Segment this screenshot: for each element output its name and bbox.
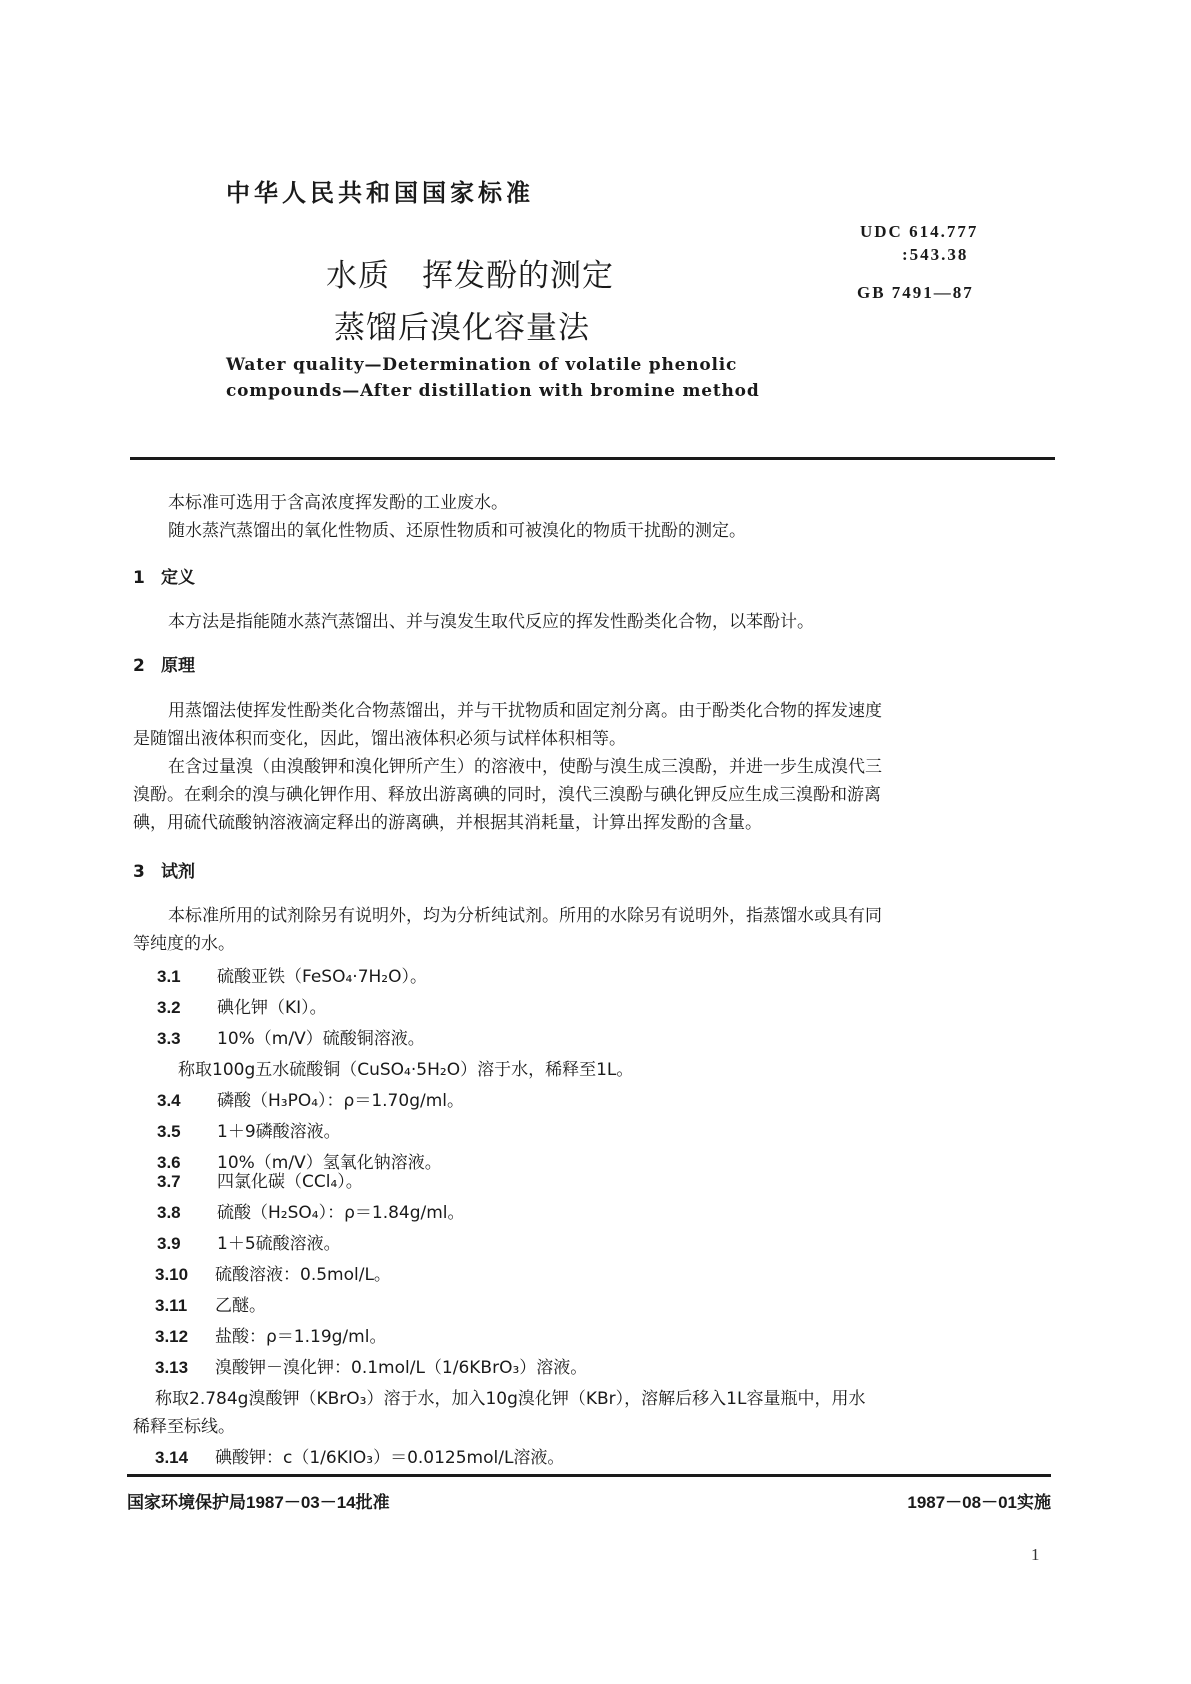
approval-date: 国家环境保护局1987－03－14批准: [127, 1493, 390, 1512]
item-text: 碘化钾（KI）。: [217, 998, 327, 1018]
reagent-item: [157, 1086, 464, 1111]
item-text: 硫酸亚铁（FeSO₄·7H₂O）。: [217, 967, 427, 987]
title-cn-line2: 蒸馏后溴化容量法: [334, 310, 590, 346]
udc-code: UDC 614.777: [860, 222, 979, 241]
item-text: 溴酸钾－溴化钾：0.1mol/L（1/6KBrO₃）溶液。: [215, 1358, 588, 1378]
item-number: 3.12: [155, 1327, 189, 1346]
item-text: 盐酸：ρ＝1.19g/ml。: [215, 1327, 387, 1347]
section-2-line1: 用蒸馏法使挥发性酚类化合物蒸馏出，并与干扰物质和固定剂分离。由于酚类化合物的挥发速度: [168, 701, 882, 721]
national-standard-heading: 中华人民共和国国家标准: [226, 179, 534, 207]
section-1-heading: [133, 563, 195, 588]
section-2-line3: 在含过量溴（由溴酸钾和溴化钾所产生）的溶液中，使酚与溴生成三溴酚，并进一步生成溴代三: [168, 757, 882, 777]
title-en-line2: compounds—After distillation with bromine method: [226, 381, 760, 401]
section-2-line5: 碘，用硫代硫酸钠溶液滴定释出的游离碘，并根据其消耗量，计算出挥发酚的含量。: [133, 813, 762, 833]
reagent-item: [155, 1443, 564, 1468]
section-1-paragraph: 本方法是指能随水蒸汽蒸馏出、并与溴发生取代反应的挥发性酚类化合物，以苯酚计。: [168, 612, 814, 632]
reagent-item: [157, 1198, 465, 1223]
item-number: 3.8: [157, 1203, 181, 1222]
section-3-line1: 本标准所用的试剂除另有说明外，均为分析纯试剂。所用的水除另有说明外，指蒸馏水或具有同: [168, 906, 882, 926]
item-text: 10%（m/V）硫酸铜溶液。: [217, 1029, 425, 1049]
intro-line1: 本标准可选用于含高浓度挥发酚的工业废水。: [168, 493, 508, 513]
item-text: 硫酸（H₂SO₄）：ρ＝1.84g/ml。: [217, 1203, 465, 1223]
section-2-heading: [133, 651, 195, 676]
section-2-line2: 是随馏出液体积而变化，因此，馏出液体积必须与试样体积相等。: [133, 729, 626, 749]
intro-line2: 随水蒸汽蒸馏出的氧化性物质、还原性物质和可被溴化的物质干扰酚的测定。: [168, 521, 746, 541]
section-title: 原理: [161, 656, 195, 676]
reagent-item: [155, 1322, 386, 1347]
udc-code-sub: :543.38: [902, 245, 969, 264]
item-number: 3.9: [157, 1234, 181, 1253]
page-number: 1: [1031, 1545, 1040, 1564]
reagent-item: [157, 1117, 341, 1142]
reagent-item: [157, 1229, 341, 1254]
section-number: 2: [133, 656, 145, 676]
item-text: 1＋9磷酸溶液。: [217, 1122, 341, 1142]
item-text: 乙醚。: [215, 1296, 266, 1316]
reagent-item: [155, 1260, 391, 1285]
item-number: 3.14: [155, 1448, 189, 1467]
section-3-heading: [133, 857, 195, 882]
footer-divider: [127, 1474, 1051, 1477]
reagent-item: [157, 993, 327, 1018]
gb-number: GB 7491—87: [857, 283, 974, 302]
reagent-item: [157, 962, 427, 987]
item-number: 3.13: [155, 1358, 189, 1377]
item-number: 3.4: [157, 1091, 181, 1110]
item-number: 3.2: [157, 998, 181, 1017]
effective-date: 1987－08－01实施: [907, 1493, 1051, 1512]
item-text: 四氯化碳（CCl₄）。: [217, 1172, 363, 1192]
header-divider: [130, 457, 1055, 460]
section-number: 1: [133, 568, 145, 588]
item-text: 1＋5硫酸溶液。: [217, 1234, 341, 1254]
item-text: 碘酸钾：c（1/6KIO₃）＝0.0125mol/L溶液。: [215, 1448, 565, 1468]
item-number: 3.7: [157, 1172, 181, 1191]
item-text: 磷酸（H₃PO₄）：ρ＝1.70g/ml。: [217, 1091, 464, 1111]
reagent-item: [157, 1024, 425, 1049]
item-text: 10%（m/V）氢氧化钠溶液。: [217, 1153, 442, 1173]
section-title: 定义: [161, 568, 195, 588]
title-en-line1: Water quality—Determination of volatile phenolic: [226, 355, 738, 375]
reagent-note: 称取100g五水硫酸铜（CuSO₄·5H₂O）溶于水，稀释至1L。: [178, 1060, 634, 1080]
section-number: 3: [133, 862, 145, 882]
reagent-item-3-7: [157, 1167, 363, 1192]
item-number: 3.11: [155, 1296, 188, 1315]
item-text: 硫酸溶液：0.5mol/L。: [215, 1265, 391, 1285]
reagent-item: [155, 1291, 266, 1316]
reagent-item: [155, 1353, 587, 1378]
reagent-note-line1: 称取2.784g溴酸钾（KBrO₃）溶于水，加入10g溴化钾（KBr），溶解后移入1L容量瓶中，用水: [155, 1389, 866, 1409]
item-number: 3.1: [157, 967, 181, 986]
item-number: 3.6: [157, 1153, 181, 1172]
section-title: 试剂: [161, 862, 195, 882]
reagent-note-line2: 稀释至标线。: [133, 1417, 235, 1437]
title-cn-line1: 水质 挥发酚的测定: [326, 258, 614, 294]
item-number: 3.3: [157, 1029, 181, 1048]
section-2-line4: 溴酚。在剩余的溴与碘化钾作用、释放出游离碘的同时，溴代三溴酚与碘化钾反应生成三溴酚和游离: [133, 785, 881, 805]
item-number: 3.10: [155, 1265, 189, 1284]
item-number: 3.5: [157, 1122, 181, 1141]
section-3-line2: 等纯度的水。: [133, 934, 235, 954]
